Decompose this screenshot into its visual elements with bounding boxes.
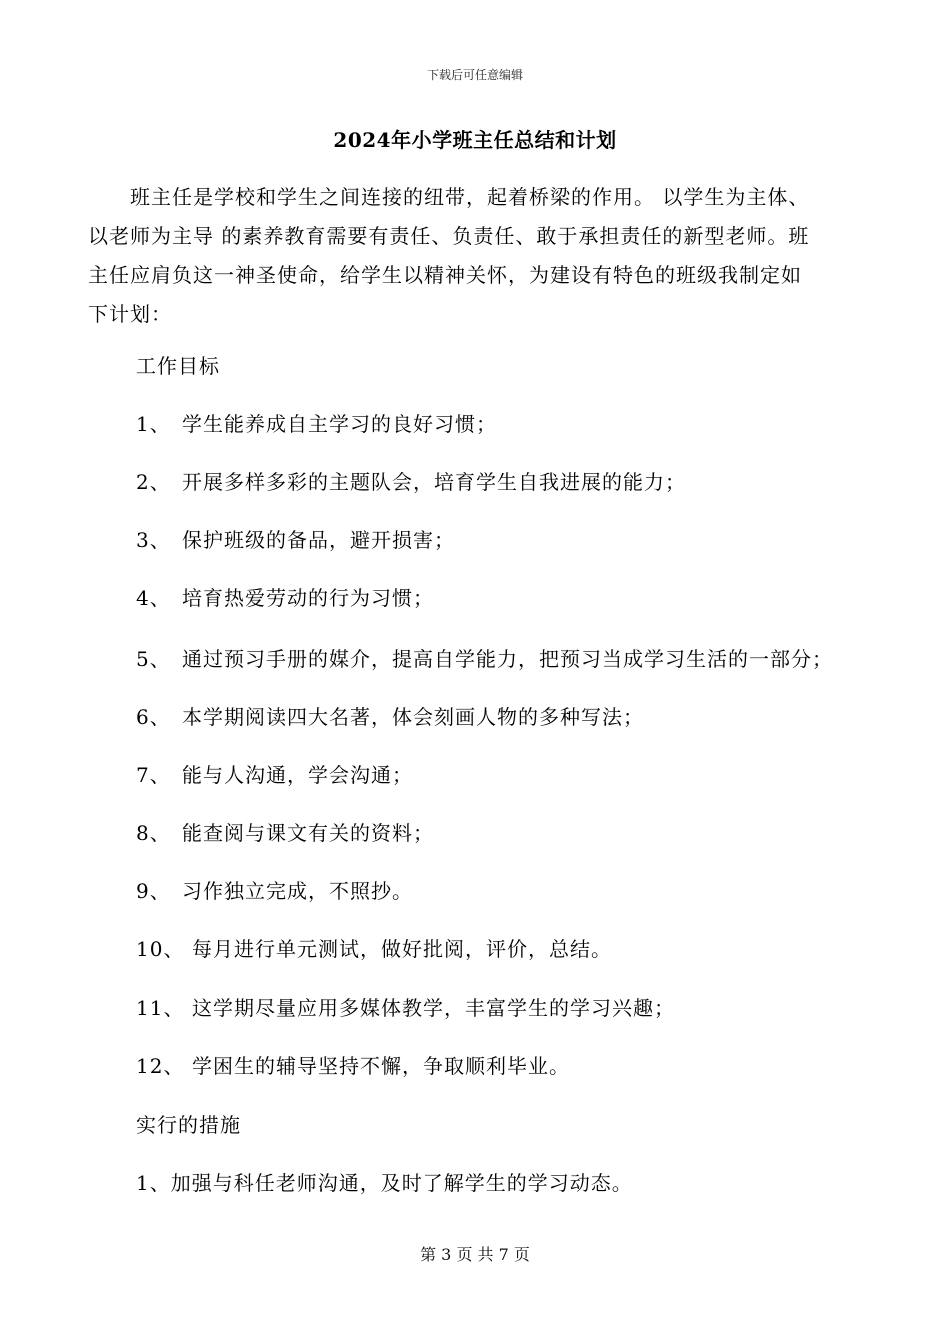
- goal-text: 习作独立完成，不照抄。: [182, 879, 413, 903]
- document-title: 2024年小学班主任总结和计划: [333, 128, 617, 152]
- intro-line: 班主任是学校和学生之间连接的纽带，起着桥梁的作用。 以学生为主体、: [88, 185, 810, 209]
- goal-number: 3、: [136, 528, 171, 552]
- goal-item: [136, 1052, 876, 1080]
- goal-item: [136, 703, 876, 731]
- measure-item: 1、加强与科任老师沟通，及时了解学生的学习动态。: [136, 1171, 633, 1195]
- goal-number: 12、: [136, 1054, 185, 1078]
- goal-text: 保护班级的备品，避开损害；: [182, 528, 455, 552]
- intro-paragraph: [88, 178, 868, 334]
- goal-item: [136, 584, 876, 612]
- goal-number: 11、: [136, 996, 185, 1020]
- intro-line: 主任应肩负这一神圣使命，给学生以精神关怀，为建设有特色的班级我制定如: [88, 263, 802, 287]
- goal-text: 开展多样多彩的主题队会，培育学生自我进展的能力；: [182, 470, 686, 494]
- intro-line: 下计划：: [88, 302, 172, 326]
- goal-number: 5、: [136, 647, 171, 671]
- goal-item: [136, 645, 876, 673]
- page-header-note: 下载后可任意编辑: [426, 68, 523, 82]
- goal-number: 7、: [136, 763, 171, 787]
- goal-number: 9、: [136, 879, 171, 903]
- goal-number: 1、: [136, 412, 171, 436]
- goal-item: [136, 761, 876, 789]
- goal-item: [136, 410, 876, 438]
- intro-line: 以老师为主导 的素养教育需要有责任、负责任、敢于承担责任的新型老师。班: [88, 224, 810, 248]
- goal-text: 学生能养成自主学习的良好习惯；: [182, 412, 497, 436]
- goal-text: 培育热爱劳动的行为习惯；: [182, 586, 434, 610]
- goal-text: 通过预习手册的媒介，提高自学能力，把预习当成学习生活的一部分；: [182, 647, 833, 671]
- goal-item: [136, 526, 876, 554]
- goal-item: [136, 994, 876, 1022]
- goal-number: 8、: [136, 821, 171, 845]
- page-footer: 第 3 页 共 7 页: [420, 1245, 530, 1264]
- goal-item: [136, 877, 876, 905]
- goal-text: 每月进行单元测试，做好批阅，评价，总结。: [192, 937, 612, 961]
- goal-number: 2、: [136, 470, 171, 494]
- goal-text: 本学期阅读四大名著，体会刻画人物的多种写法；: [182, 705, 644, 729]
- goal-number: 6、: [136, 705, 171, 729]
- goal-text: 能与人沟通，学会沟通；: [182, 763, 413, 787]
- section-heading-measures: 实行的措施: [136, 1113, 241, 1137]
- section-heading-goals: 工作目标: [136, 354, 220, 378]
- goal-number: 4、: [136, 586, 171, 610]
- goal-item: [136, 468, 876, 496]
- goal-text: 能查阅与课文有关的资料；: [182, 821, 434, 845]
- goal-text: 这学期尽量应用多媒体教学，丰富学生的学习兴趣；: [192, 996, 675, 1020]
- goal-text: 学困生的辅导坚持不懈，争取顺利毕业。: [192, 1054, 570, 1078]
- goal-number: 10、: [136, 937, 185, 961]
- goal-item: [136, 935, 876, 963]
- goal-item: [136, 819, 876, 847]
